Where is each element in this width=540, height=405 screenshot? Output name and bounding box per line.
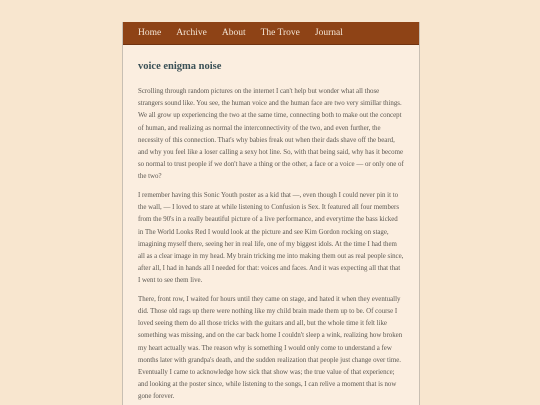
nav-link-home[interactable]: Home [138,28,162,38]
post-paragraph: There, front row, I waited for hours until they came on stage, and hated it when they eventually did. Those old rags up there were nothing like my child brain made them up to be. Of course I loved seeing them do all those tricks with the guitars and all, but the whole time it felt like something was missing, and on the car back home I couldn't sleep a wink, realizing how broken my heart actually was. The reason why is something I would only come to understand a few months later with grandpa's death, and the sudden realization that people just change over time. Eventually I came to acknowledge how sick that show was; the true value of that experience; and looking at the poster since, while listening to the songs, I can relive a moment that is now gone forever. [138,295,403,401]
nav-link-the-trove[interactable]: The Trove [260,28,300,38]
post-content [123,45,419,404]
nav-link-journal[interactable]: Journal [314,28,343,38]
post-title[interactable]: voice enigma noise [138,61,222,72]
post-paragraph: I remember having this Sonic Youth poster as a kid that —, even though I could never pin it to the wall, — I loved to stare at while listening to Confusion is Sex. It featured all four members from the 90's in a really beautiful picture of a live performance, and everytime the bass kicked in The World Looks Red I would look at the picture and see Kim Gordon rocking on stage, imagining myself there, seeing her in real life, one of my biggest idols. At the time I had them all as a clear image in my head. My brain tricking me into making them out as real people since, after all, I had in hands all I needed for that: voices and faces. And it was expecting all that that I went to see them live. [138,191,404,285]
nav-link-about[interactable]: About [221,28,246,38]
blog-page [122,22,420,405]
post-paragraph: Scrolling through random pictures on the internet I can't help but wonder what all those strangers sound like. You see, the human voice and the human face are two very simillar things. We all grow up experiencing the two at the same time, connecting both to make out the concept of human, and realizing as normal the interconnectivity of the two, and even further, the necessity of this connection. That's why babies freak out when their dads shave off the beard, and why you feel like a loser calling a sexy hot line. So, with that being said, why has it become so normal to trust people if we don't have a thing or the other, a face or a voice — or only one of the two? [138,88,404,181]
nav-link-archive[interactable]: Archive [176,28,207,38]
top-navigation [123,22,419,45]
